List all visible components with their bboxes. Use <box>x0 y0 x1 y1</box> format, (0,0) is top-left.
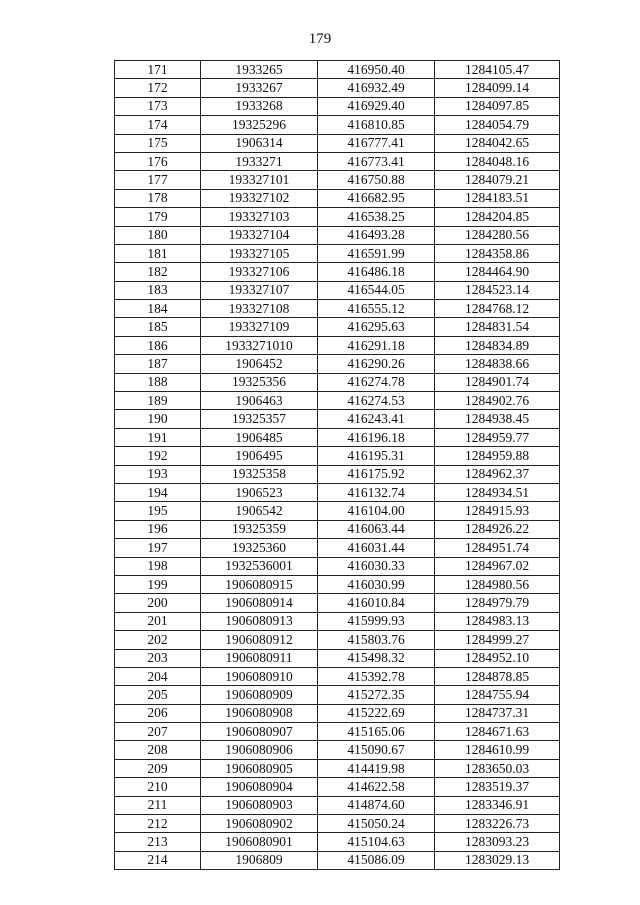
x-coordinate-cell: 416063.44 <box>318 520 435 538</box>
x-coordinate-cell: 415272.35 <box>318 686 435 704</box>
y-coordinate-cell: 1284902.76 <box>435 392 560 410</box>
point-code-cell: 19325359 <box>201 520 318 538</box>
y-coordinate-cell: 1284962.37 <box>435 465 560 483</box>
point-code-cell: 193327106 <box>201 263 318 281</box>
point-code-cell: 19325296 <box>201 116 318 134</box>
table-row <box>115 263 560 281</box>
point-code-cell: 193327109 <box>201 318 318 336</box>
y-coordinate-cell: 1284042.65 <box>435 134 560 152</box>
x-coordinate-cell: 414622.58 <box>318 778 435 796</box>
table-row <box>115 373 560 391</box>
x-coordinate-cell: 416132.74 <box>318 483 435 501</box>
point-code-cell: 193327103 <box>201 208 318 226</box>
y-coordinate-cell: 1284901.74 <box>435 373 560 391</box>
y-coordinate-cell: 1284878.85 <box>435 667 560 685</box>
x-coordinate-cell: 416950.40 <box>318 61 435 79</box>
point-code-cell: 1906080910 <box>201 667 318 685</box>
point-code-cell: 1906080903 <box>201 796 318 814</box>
table-row <box>115 759 560 777</box>
y-coordinate-cell: 1284097.85 <box>435 97 560 115</box>
table-row <box>115 851 560 869</box>
y-coordinate-cell: 1284967.02 <box>435 557 560 575</box>
x-coordinate-cell: 416290.26 <box>318 355 435 373</box>
x-coordinate-cell: 416810.85 <box>318 116 435 134</box>
point-code-cell: 1906080904 <box>201 778 318 796</box>
point-code-cell: 193327101 <box>201 171 318 189</box>
point-code-cell: 1906495 <box>201 447 318 465</box>
table-row <box>115 465 560 483</box>
y-coordinate-cell: 1284979.79 <box>435 594 560 612</box>
x-coordinate-cell: 416010.84 <box>318 594 435 612</box>
x-coordinate-cell: 415999.93 <box>318 612 435 630</box>
x-coordinate-cell: 414874.60 <box>318 796 435 814</box>
table-row <box>115 723 560 741</box>
y-coordinate-cell: 1284183.51 <box>435 189 560 207</box>
x-coordinate-cell: 416175.92 <box>318 465 435 483</box>
y-coordinate-cell: 1284099.14 <box>435 79 560 97</box>
point-code-cell: 1906452 <box>201 355 318 373</box>
table-row <box>115 667 560 685</box>
table-row <box>115 502 560 520</box>
point-code-cell: 1933267 <box>201 79 318 97</box>
table-row <box>115 355 560 373</box>
x-coordinate-cell: 416682.95 <box>318 189 435 207</box>
page-number: 179 <box>308 31 332 47</box>
point-number-cell: 192 <box>115 447 201 465</box>
y-coordinate-cell: 1283029.13 <box>435 851 560 869</box>
y-coordinate-cell: 1283346.91 <box>435 796 560 814</box>
x-coordinate-cell: 415222.69 <box>318 704 435 722</box>
point-code-cell: 1906463 <box>201 392 318 410</box>
table-row <box>115 594 560 612</box>
x-coordinate-cell: 416196.18 <box>318 428 435 446</box>
point-code-cell: 1933271 <box>201 152 318 170</box>
point-number-cell: 197 <box>115 539 201 557</box>
point-code-cell: 19325356 <box>201 373 318 391</box>
y-coordinate-cell: 1284938.45 <box>435 410 560 428</box>
point-code-cell: 193327105 <box>201 244 318 262</box>
point-number-cell: 206 <box>115 704 201 722</box>
table-row <box>115 281 560 299</box>
y-coordinate-cell: 1284831.54 <box>435 318 560 336</box>
point-number-cell: 198 <box>115 557 201 575</box>
x-coordinate-cell: 416538.25 <box>318 208 435 226</box>
y-coordinate-cell: 1284358.86 <box>435 244 560 262</box>
y-coordinate-cell: 1284768.12 <box>435 300 560 318</box>
table-row <box>115 483 560 501</box>
x-coordinate-cell: 416104.00 <box>318 502 435 520</box>
point-code-cell: 1906314 <box>201 134 318 152</box>
y-coordinate-cell: 1284204.85 <box>435 208 560 226</box>
table-row <box>115 152 560 170</box>
point-number-cell: 171 <box>115 61 201 79</box>
x-coordinate-cell: 414419.98 <box>318 759 435 777</box>
point-code-cell: 1906523 <box>201 483 318 501</box>
point-code-cell: 1906080911 <box>201 649 318 667</box>
point-number-cell: 187 <box>115 355 201 373</box>
point-number-cell: 201 <box>115 612 201 630</box>
point-code-cell: 1906542 <box>201 502 318 520</box>
y-coordinate-cell: 1284926.22 <box>435 520 560 538</box>
point-code-cell: 1906485 <box>201 428 318 446</box>
point-code-cell: 1906080908 <box>201 704 318 722</box>
y-coordinate-cell: 1284999.27 <box>435 631 560 649</box>
x-coordinate-cell: 416555.12 <box>318 300 435 318</box>
table-row <box>115 226 560 244</box>
y-coordinate-cell: 1284951.74 <box>435 539 560 557</box>
point-number-cell: 179 <box>115 208 201 226</box>
x-coordinate-cell: 416243.41 <box>318 410 435 428</box>
x-coordinate-cell: 416295.63 <box>318 318 435 336</box>
point-number-cell: 174 <box>115 116 201 134</box>
y-coordinate-cell: 1284671.63 <box>435 723 560 741</box>
table-row <box>115 520 560 538</box>
point-number-cell: 172 <box>115 79 201 97</box>
table-row <box>115 796 560 814</box>
table-row <box>115 704 560 722</box>
y-coordinate-cell: 1284048.16 <box>435 152 560 170</box>
y-coordinate-cell: 1283519.37 <box>435 778 560 796</box>
point-code-cell: 1906809 <box>201 851 318 869</box>
table-row <box>115 244 560 262</box>
y-coordinate-cell: 1284105.47 <box>435 61 560 79</box>
point-code-cell: 193327102 <box>201 189 318 207</box>
table-row <box>115 649 560 667</box>
point-number-cell: 173 <box>115 97 201 115</box>
point-code-cell: 1906080906 <box>201 741 318 759</box>
y-coordinate-cell: 1284755.94 <box>435 686 560 704</box>
point-number-cell: 204 <box>115 667 201 685</box>
point-number-cell: 181 <box>115 244 201 262</box>
y-coordinate-cell: 1284079.21 <box>435 171 560 189</box>
table-row <box>115 318 560 336</box>
table-row <box>115 410 560 428</box>
point-number-cell: 177 <box>115 171 201 189</box>
table-row <box>115 612 560 630</box>
x-coordinate-cell: 415803.76 <box>318 631 435 649</box>
x-coordinate-cell: 416486.18 <box>318 263 435 281</box>
table-row <box>115 778 560 796</box>
x-coordinate-cell: 415165.06 <box>318 723 435 741</box>
point-number-cell: 208 <box>115 741 201 759</box>
point-number-cell: 200 <box>115 594 201 612</box>
point-number-cell: 189 <box>115 392 201 410</box>
x-coordinate-cell: 416195.31 <box>318 447 435 465</box>
point-number-cell: 190 <box>115 410 201 428</box>
point-number-cell: 205 <box>115 686 201 704</box>
point-code-cell: 1906080909 <box>201 686 318 704</box>
point-code-cell: 19325357 <box>201 410 318 428</box>
y-coordinate-cell: 1283226.73 <box>435 815 560 833</box>
x-coordinate-cell: 416274.53 <box>318 392 435 410</box>
table-row <box>115 539 560 557</box>
x-coordinate-cell: 416777.41 <box>318 134 435 152</box>
point-code-cell: 1906080914 <box>201 594 318 612</box>
point-code-cell: 193327104 <box>201 226 318 244</box>
point-code-cell: 1906080907 <box>201 723 318 741</box>
table-row <box>115 392 560 410</box>
table-row <box>115 741 560 759</box>
x-coordinate-cell: 416493.28 <box>318 226 435 244</box>
table-row <box>115 631 560 649</box>
y-coordinate-cell: 1283093.23 <box>435 833 560 851</box>
y-coordinate-cell: 1284280.56 <box>435 226 560 244</box>
table-row <box>115 134 560 152</box>
y-coordinate-cell: 1284838.66 <box>435 355 560 373</box>
table-row <box>115 833 560 851</box>
y-coordinate-cell: 1284834.89 <box>435 336 560 354</box>
x-coordinate-cell: 416929.40 <box>318 97 435 115</box>
point-code-cell: 1906080902 <box>201 815 318 833</box>
point-code-cell: 1906080915 <box>201 575 318 593</box>
point-code-cell: 19325358 <box>201 465 318 483</box>
point-code-cell: 193327107 <box>201 281 318 299</box>
point-number-cell: 202 <box>115 631 201 649</box>
point-number-cell: 182 <box>115 263 201 281</box>
y-coordinate-cell: 1284915.93 <box>435 502 560 520</box>
table-row <box>115 300 560 318</box>
table-body <box>115 61 560 870</box>
y-coordinate-cell: 1284952.10 <box>435 649 560 667</box>
y-coordinate-cell: 1284737.31 <box>435 704 560 722</box>
point-code-cell: 1933265 <box>201 61 318 79</box>
point-number-cell: 186 <box>115 336 201 354</box>
table-row <box>115 447 560 465</box>
x-coordinate-cell: 416030.33 <box>318 557 435 575</box>
table-row <box>115 97 560 115</box>
point-number-cell: 214 <box>115 851 201 869</box>
point-code-cell: 1906080905 <box>201 759 318 777</box>
table-row <box>115 189 560 207</box>
point-number-cell: 178 <box>115 189 201 207</box>
point-code-cell: 1933271010 <box>201 336 318 354</box>
point-number-cell: 193 <box>115 465 201 483</box>
y-coordinate-cell: 1284610.99 <box>435 741 560 759</box>
table-row <box>115 575 560 593</box>
y-coordinate-cell: 1284959.88 <box>435 447 560 465</box>
point-number-cell: 183 <box>115 281 201 299</box>
x-coordinate-cell: 415392.78 <box>318 667 435 685</box>
point-code-cell: 1933268 <box>201 97 318 115</box>
point-number-cell: 213 <box>115 833 201 851</box>
point-code-cell: 193327108 <box>201 300 318 318</box>
x-coordinate-cell: 416274.78 <box>318 373 435 391</box>
point-code-cell: 1906080901 <box>201 833 318 851</box>
y-coordinate-cell: 1283650.03 <box>435 759 560 777</box>
point-number-cell: 207 <box>115 723 201 741</box>
x-coordinate-cell: 416591.99 <box>318 244 435 262</box>
x-coordinate-cell: 416544.05 <box>318 281 435 299</box>
y-coordinate-cell: 1284980.56 <box>435 575 560 593</box>
table-row <box>115 428 560 446</box>
x-coordinate-cell: 416291.18 <box>318 336 435 354</box>
x-coordinate-cell: 416932.49 <box>318 79 435 97</box>
point-code-cell: 1906080912 <box>201 631 318 649</box>
table-row <box>115 557 560 575</box>
table-row <box>115 116 560 134</box>
x-coordinate-cell: 415104.63 <box>318 833 435 851</box>
table-row <box>115 336 560 354</box>
point-code-cell: 1906080913 <box>201 612 318 630</box>
point-code-cell: 19325360 <box>201 539 318 557</box>
y-coordinate-cell: 1284934.51 <box>435 483 560 501</box>
point-number-cell: 212 <box>115 815 201 833</box>
point-code-cell: 1932536001 <box>201 557 318 575</box>
table-row <box>115 208 560 226</box>
point-number-cell: 176 <box>115 152 201 170</box>
coordinates-table <box>114 60 560 870</box>
x-coordinate-cell: 416773.41 <box>318 152 435 170</box>
point-number-cell: 203 <box>115 649 201 667</box>
point-number-cell: 199 <box>115 575 201 593</box>
x-coordinate-cell: 416030.99 <box>318 575 435 593</box>
table-row <box>115 61 560 79</box>
point-number-cell: 191 <box>115 428 201 446</box>
x-coordinate-cell: 415090.67 <box>318 741 435 759</box>
y-coordinate-cell: 1284054.79 <box>435 116 560 134</box>
table-row <box>115 79 560 97</box>
x-coordinate-cell: 415050.24 <box>318 815 435 833</box>
x-coordinate-cell: 415498.32 <box>318 649 435 667</box>
point-number-cell: 211 <box>115 796 201 814</box>
point-number-cell: 210 <box>115 778 201 796</box>
point-number-cell: 194 <box>115 483 201 501</box>
y-coordinate-cell: 1284523.14 <box>435 281 560 299</box>
point-number-cell: 196 <box>115 520 201 538</box>
point-number-cell: 180 <box>115 226 201 244</box>
point-number-cell: 195 <box>115 502 201 520</box>
y-coordinate-cell: 1284464.90 <box>435 263 560 281</box>
table-row <box>115 815 560 833</box>
table-row <box>115 171 560 189</box>
x-coordinate-cell: 416750.88 <box>318 171 435 189</box>
x-coordinate-cell: 415086.09 <box>318 851 435 869</box>
y-coordinate-cell: 1284959.77 <box>435 428 560 446</box>
point-number-cell: 175 <box>115 134 201 152</box>
y-coordinate-cell: 1284983.13 <box>435 612 560 630</box>
point-number-cell: 188 <box>115 373 201 391</box>
point-number-cell: 209 <box>115 759 201 777</box>
table-row <box>115 686 560 704</box>
point-number-cell: 184 <box>115 300 201 318</box>
x-coordinate-cell: 416031.44 <box>318 539 435 557</box>
point-number-cell: 185 <box>115 318 201 336</box>
